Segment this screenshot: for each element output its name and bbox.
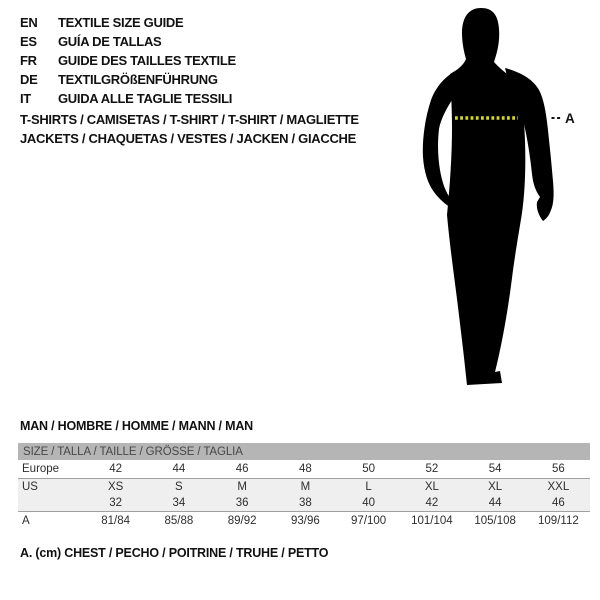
cell: 48	[274, 460, 337, 479]
lang-label: TEXTILGRÖßENFÜHRUNG	[58, 72, 218, 87]
cell: 44	[147, 460, 210, 479]
cell: 38	[274, 495, 337, 512]
lang-code: DE	[20, 72, 38, 87]
measurement-legend: A. (cm) CHEST / PECHO / POITRINE / TRUHE / PETTO	[20, 546, 329, 560]
body-silhouette-path	[447, 8, 525, 385]
cell: M	[211, 479, 274, 496]
size-table-title: SIZE / TALLA / TAILLE / GRÖSSE / TAGLIA	[18, 443, 590, 460]
cell: XS	[84, 479, 147, 496]
measure-label-a: A	[565, 111, 575, 126]
cell: XXL	[527, 479, 590, 496]
man-silhouette-figure	[405, 0, 600, 400]
cell: 42	[84, 460, 147, 479]
lang-code: FR	[20, 53, 37, 68]
lang-code: IT	[20, 91, 31, 106]
table-row-numeric	[18, 495, 590, 512]
lang-row-it	[20, 89, 236, 108]
cell: XL	[400, 479, 463, 496]
category-tshirts: T-SHIRTS / CAMISETAS / T-SHIRT / T-SHIRT / MAGLIETTE	[20, 112, 359, 127]
row-label: US	[18, 479, 84, 496]
cell: 54	[464, 460, 527, 479]
table-row-us	[18, 479, 590, 496]
section-heading-man: MAN / HOMBRE / HOMME / MANN / MAN	[20, 419, 253, 433]
lang-row-fr	[20, 51, 236, 70]
cell: M	[274, 479, 337, 496]
table-row-europe	[18, 460, 590, 479]
cell: 42	[400, 495, 463, 512]
cell: 46	[211, 460, 274, 479]
lang-row-de	[20, 70, 236, 89]
cell: 101/104	[400, 512, 463, 531]
row-label	[18, 495, 84, 512]
cell: 44	[464, 495, 527, 512]
cell: 46	[527, 495, 590, 512]
lang-row-en	[20, 13, 236, 32]
cell: 52	[400, 460, 463, 479]
category-jackets: JACKETS / CHAQUETAS / VESTES / JACKEN / GIACCHE	[20, 130, 356, 146]
cell: 56	[527, 460, 590, 479]
cell: 85/88	[147, 512, 210, 531]
language-guide-list	[20, 13, 236, 108]
man-silhouette-svg	[405, 0, 600, 400]
lang-code: EN	[20, 15, 38, 30]
cell: XL	[464, 479, 527, 496]
garment-categories	[20, 111, 359, 148]
size-table	[18, 443, 590, 530]
size-table-container	[18, 443, 590, 530]
row-label: Europe	[18, 460, 84, 479]
lang-label: GUIDE DES TAILLES TEXTILE	[58, 53, 236, 68]
cell: L	[337, 479, 400, 496]
table-row-chest-a	[18, 512, 590, 531]
cell: 89/92	[211, 512, 274, 531]
cell: 97/100	[337, 512, 400, 531]
cell: 40	[337, 495, 400, 512]
lang-label: TEXTILE SIZE GUIDE	[58, 15, 184, 30]
lang-code: ES	[20, 34, 37, 49]
lang-label: GUIDA ALLE TAGLIE TESSILI	[58, 91, 233, 106]
size-table-header-row	[18, 443, 590, 460]
cell: 34	[147, 495, 210, 512]
cell: S	[147, 479, 210, 496]
cell: 93/96	[274, 512, 337, 531]
cell: 109/112	[527, 512, 590, 531]
lang-row-es	[20, 32, 236, 51]
lang-label: GUÍA DE TALLAS	[58, 34, 162, 49]
row-label: A	[18, 512, 84, 531]
cell: 32	[84, 495, 147, 512]
cell: 81/84	[84, 512, 147, 531]
cell: 50	[337, 460, 400, 479]
cell: 105/108	[464, 512, 527, 531]
cell: 36	[211, 495, 274, 512]
